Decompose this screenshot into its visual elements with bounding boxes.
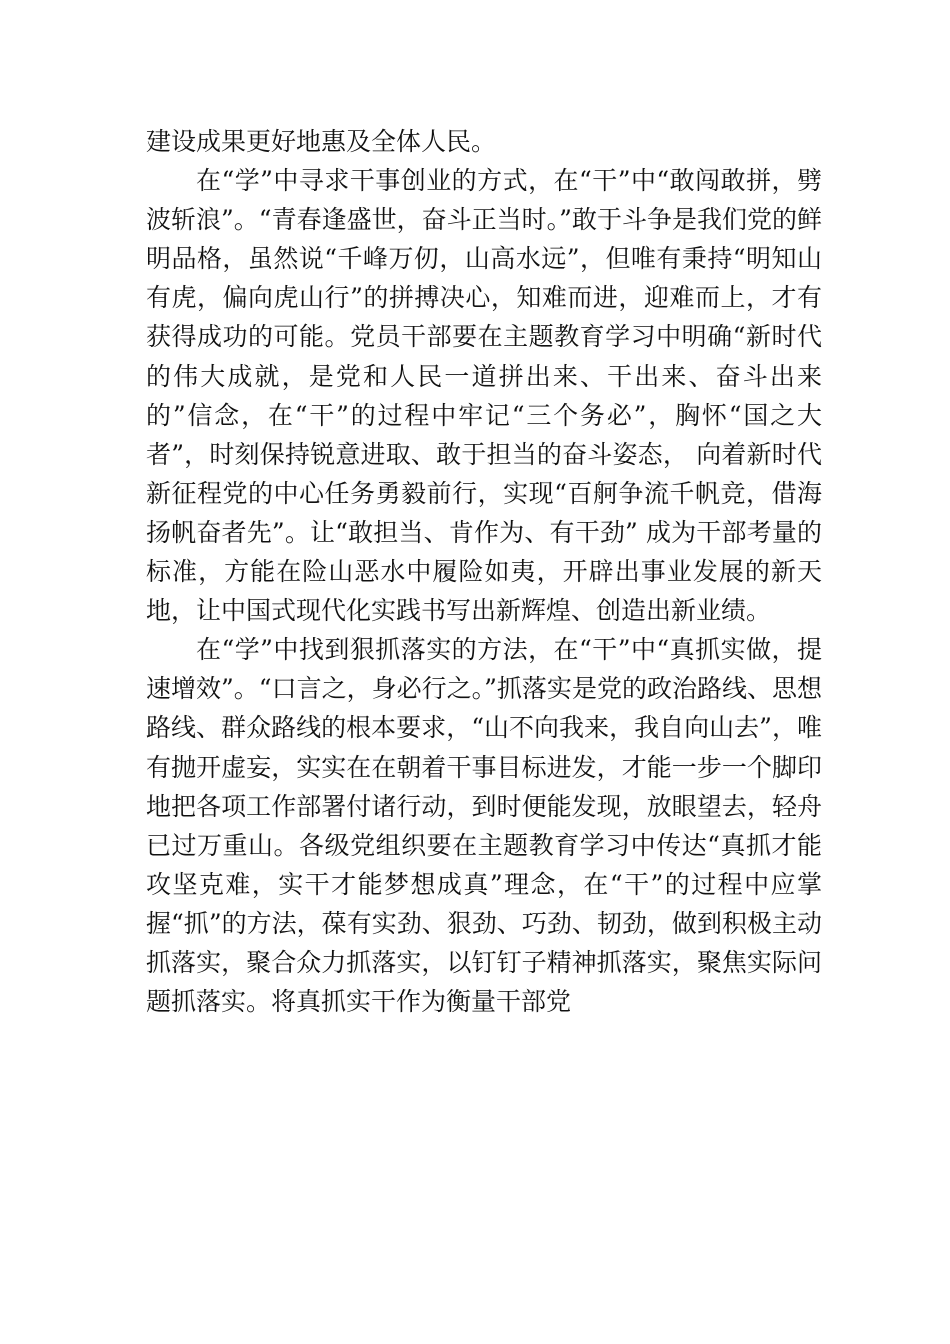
- document-body: [146, 122, 822, 1021]
- paragraph-continuation: 建设成果更好地惠及全体人民。: [146, 127, 497, 156]
- paragraph-dare-to-struggle: 在“学”中寻求干事创业的方式，在“干”中“敢闯敢拼，劈波斩浪”。“青春逢盛世，奋斗正当时。”敢于斗争是我们党的鲜明品格，虽然说“千峰万仞，山高水远”，但唯有秉持“明知山有虎，偏向虎山行”的拼搏决心，知难而进，迎难而上，才有获得成功的可能。党员干部要在主题教育学习中明确“新时代的伟大成就，是党和人民一道拼出来、干出来、奋斗出来的”信念，在“干”的过程中牢记“三个务必”，胸怀“国之大者”，时刻保持锐意进取、敢于担当的奋斗姿态， 向着新时代新征程党的中心任务勇毅前行，实现“百舸争流千帆竞，借海扬帆奋者先”。让“敢担当、肯作为、有干劲” 成为干部考量的标准，方能在险山恶水中履险如夷，开辟出事业发展的新天地，让中国式现代化实践书写出新辉煌、创造出新业绩。: [146, 166, 822, 626]
- paragraph-implementation: 在“学”中找到狠抓落实的方法，在“干”中“真抓实做，提速增效”。“口言之，身必行之。”抓落实是党的政治路线、思想路线、群众路线的根本要求，“山不向我来，我自向山去”，唯有抛开虚妄，实实在在朝着干事目标进发，才能一步一个脚印地把各项工作部署付诸行动，到时便能发现，放眼望去，轻舟已过万重山。各级党组织要在主题教育学习中传达“真抓才能攻坚克难，实干才能梦想成真”理念，在“干”的过程中应掌握“抓”的方法，葆有实劲、狠劲、巧劲、韧劲，做到积极主动抓落实，聚合众力抓落实，以钉钉子精神抓落实，聚焦实际问题抓落实。将真抓实干作为衡量干部党: [146, 635, 822, 1017]
